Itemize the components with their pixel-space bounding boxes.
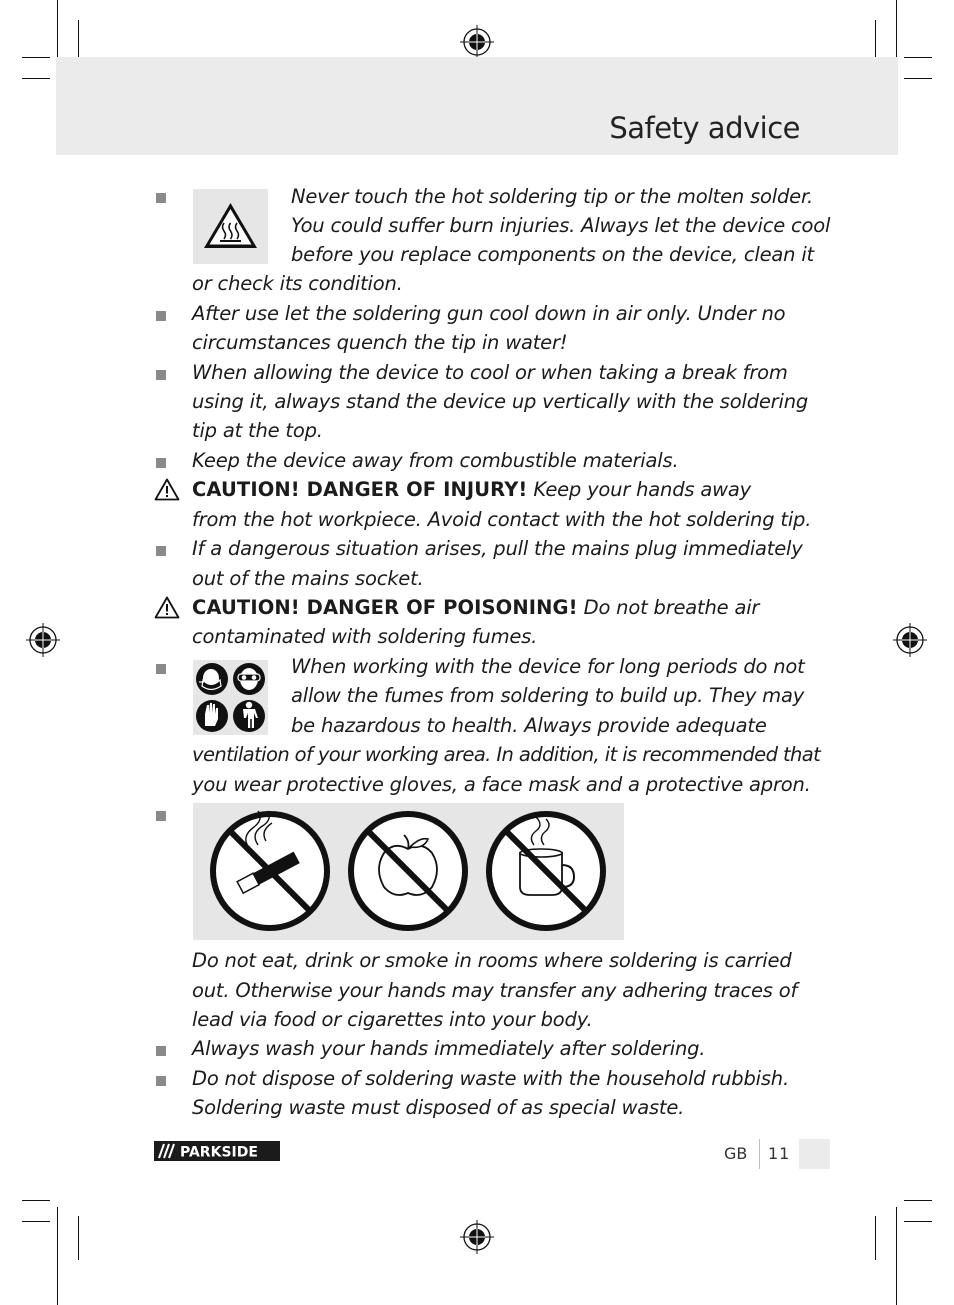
item-text-line: or check its condition.	[192, 272, 403, 295]
crop-mark	[904, 1200, 932, 1201]
safety-goggles-icon	[233, 663, 265, 695]
ppe-icon-group	[193, 660, 268, 735]
bullet-marker	[156, 546, 166, 556]
item-text-line: If a dangerous situation arises, pull the mains plug immediately	[192, 537, 803, 560]
crop-mark	[904, 57, 932, 58]
registration-mark-icon	[26, 623, 60, 657]
item-text-line: Keep the device away from combustible materials.	[192, 449, 679, 472]
item-text-span: Do not breathe air	[577, 596, 760, 619]
item-text-line: Soldering waste must disposed of as special waste.	[192, 1096, 685, 1119]
crop-mark	[57, 1207, 58, 1305]
registration-mark-icon	[893, 623, 927, 657]
bullet-marker	[156, 311, 166, 321]
protective-suit-icon	[233, 700, 265, 732]
item-text-line: contaminated with soldering fumes.	[192, 625, 538, 648]
crop-mark	[875, 1216, 876, 1260]
item-text-line: tip at the top.	[192, 419, 323, 442]
item-text-line: out. Otherwise your hands may transfer any adhering traces of	[192, 979, 798, 1002]
no-smoking-icon	[213, 811, 327, 928]
bullet-marker	[156, 370, 166, 380]
item-text-line: lead via food or cigarettes into your body.	[192, 1008, 593, 1031]
item-text-line: you wear protective gloves, a face mask and a protective apron.	[192, 773, 811, 796]
brand-text: PARKSIDE	[180, 1144, 258, 1161]
bullet-marker	[156, 811, 166, 821]
page-number: 11	[768, 1144, 791, 1163]
item-text-line: circumstances quench the tip in water!	[192, 331, 568, 354]
crop-mark	[896, 1207, 897, 1305]
item-text-line: Do not dispose of soldering waste with the household rubbish.	[192, 1067, 789, 1090]
footer-divider	[759, 1139, 760, 1169]
warning-triangle-icon	[154, 596, 180, 619]
item-text-line: When working with the device for long periods do not	[291, 655, 805, 678]
crop-mark	[904, 78, 932, 79]
face-mask-icon	[196, 663, 228, 695]
language-code: GB	[724, 1144, 748, 1163]
bullet-marker	[156, 664, 166, 674]
bullet-marker	[156, 458, 166, 468]
item-text-line: using it, always stand the device up vertically with the soldering	[192, 390, 809, 413]
crop-mark	[22, 57, 50, 58]
crop-mark	[22, 1200, 50, 1201]
crop-mark	[78, 1216, 79, 1260]
no-eating-icon	[351, 814, 465, 928]
caution-injury-heading: CAUTION! DANGER OF INJURY!	[192, 478, 528, 501]
item-text-line: When allowing the device to cool or when taking a break from	[192, 361, 788, 384]
item-text-line: allow the fumes from soldering to build up. They may	[291, 684, 805, 707]
item-text-line: Always wash your hands immediately after soldering.	[192, 1037, 706, 1060]
item-text-line: from the hot workpiece. Avoid contact with the hot soldering tip.	[192, 508, 812, 531]
hot-surface-warning-icon	[193, 189, 268, 264]
footer-tab-box	[799, 1139, 830, 1169]
parkside-logo	[154, 1141, 280, 1161]
bullet-marker	[156, 1076, 166, 1086]
warning-triangle-icon	[154, 478, 180, 501]
gloves-icon	[196, 700, 228, 732]
item-text-line: After use let the soldering gun cool down in air only. Under no	[192, 302, 786, 325]
crop-mark	[22, 1221, 50, 1222]
item-text-line: Never touch the hot soldering tip or the molten solder.	[291, 185, 813, 208]
item-text-line: out of the mains socket.	[192, 567, 424, 590]
registration-mark-icon	[460, 1220, 494, 1254]
caution-poisoning-heading: CAUTION! DANGER OF POISONING!	[192, 596, 578, 619]
item-text-line: be hazardous to health. Always provide adequate	[291, 714, 767, 737]
item-text-line: You could suffer burn injuries. Always let the device cool	[291, 214, 831, 237]
item-text-line: ventilation of your working area. In addition, it is recommended that	[192, 743, 821, 766]
item-text-line: before you replace components on the device, clean it	[291, 243, 815, 266]
caution-poisoning-line	[192, 593, 759, 622]
prohibition-icon-group	[193, 803, 624, 940]
registration-mark-icon	[460, 25, 494, 59]
page-title: Safety advice	[609, 111, 800, 145]
caution-injury-line	[192, 475, 751, 504]
bullet-marker	[156, 1046, 166, 1056]
item-text-line: Do not eat, drink or smoke in rooms where soldering is carried	[192, 949, 792, 972]
bullet-marker	[156, 193, 166, 203]
item-text-span: Keep your hands away	[527, 478, 751, 501]
crop-mark	[22, 78, 50, 79]
no-drinking-icon	[489, 814, 603, 928]
crop-mark	[904, 1221, 932, 1222]
